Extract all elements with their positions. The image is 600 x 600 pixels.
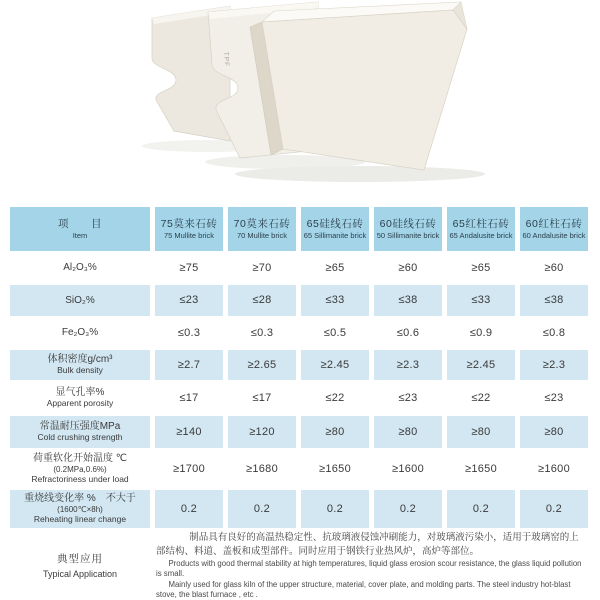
table-cell: ≥1650 xyxy=(464,462,497,475)
table-cell: ≥1700 xyxy=(172,462,205,475)
typical-application-section xyxy=(10,531,588,599)
row-label-en: Refractoriness under load xyxy=(31,474,129,485)
table-cell: ≤22 xyxy=(325,391,345,404)
table-cell: ≥120 xyxy=(228,416,296,448)
row-label-cn: 显气孔率% xyxy=(55,386,105,398)
table-cell: ≤0.3 xyxy=(177,326,201,339)
table-cell: 0.2 xyxy=(301,490,369,528)
application-label-en: Typical Application xyxy=(42,569,118,579)
row-label-cold-crushing xyxy=(10,416,150,448)
header-en: 75 Mullite brick xyxy=(163,230,215,240)
header-cn: 65红柱石砖 xyxy=(452,217,510,230)
header-cn: 60硅线石砖 xyxy=(379,217,437,230)
row-label-cn: Al₂O₃% xyxy=(63,262,97,274)
application-text-en-1: Products with good thermal stability at high temperatures, liquid glass erosion scour resistance, the glass liquid pollution is small. xyxy=(156,559,582,579)
header-en: 60 Andalusite brick xyxy=(522,230,586,240)
header-col-70-mullite xyxy=(228,207,296,251)
row-label-bulk-density xyxy=(10,350,150,380)
table-cell: ≥1650 xyxy=(318,462,351,475)
header-item-cn: 项 目 xyxy=(58,217,102,230)
table-cell: ≤22 xyxy=(471,391,491,404)
header-cn: 60红柱石砖 xyxy=(525,217,583,230)
application-text xyxy=(150,531,588,599)
table-cell: 0.2 xyxy=(447,490,515,528)
spec-table xyxy=(10,207,588,528)
table-cell: ≥1600 xyxy=(537,462,570,475)
row-label-cn: SiO₂% xyxy=(65,294,95,306)
row-label-refractoriness xyxy=(10,451,150,487)
header-col-65-andalusite xyxy=(447,207,515,251)
table-cell: ≤0.9 xyxy=(469,326,493,339)
header-col-60-andalusite xyxy=(520,207,588,251)
header-cn: 70莫来石砖 xyxy=(233,217,291,230)
table-cell: ≤0.3 xyxy=(250,326,274,339)
table-cell: ≥65 xyxy=(471,261,491,274)
header-cn: 65硅线石砖 xyxy=(306,217,364,230)
header-en: 70 Mullite brick xyxy=(236,230,288,240)
row-label-cn: 荷重软化开始温度 ℃ xyxy=(32,452,127,464)
table-cell: ≤38 xyxy=(520,285,588,316)
row-label-cn: 常温耐压强度MPa xyxy=(39,420,121,432)
table-cell: 0.2 xyxy=(228,490,296,528)
row-label-cn: Fe₂O₃% xyxy=(61,327,99,339)
table-cell: ≥75 xyxy=(179,261,199,274)
row-label-en: Reheating linear change xyxy=(33,514,127,525)
table-cell: ≥1680 xyxy=(245,462,278,475)
row-label-al2o3 xyxy=(10,254,150,282)
row-label-en: Bulk density xyxy=(57,365,103,376)
table-cell: ≥80 xyxy=(447,416,515,448)
table-cell: ≥60 xyxy=(398,261,418,274)
table-cell: ≥2.7 xyxy=(155,350,223,380)
row-label-cn: 体积密度g/cm³ xyxy=(47,353,113,365)
application-label xyxy=(10,551,150,579)
application-text-en-2: Mainly used for glass kiln of the upper structure, material, cover plate, and molding parts. The steel industry hot-blast stove, the blast furnace , etc . xyxy=(156,579,571,599)
header-item-en: Item xyxy=(72,230,88,240)
table-cell: ≤28 xyxy=(228,285,296,316)
row-label-fe2o3 xyxy=(10,319,150,347)
table-cell: ≤17 xyxy=(252,391,272,404)
header-col-60-sillimanite xyxy=(374,207,442,251)
table-cell: ≤38 xyxy=(374,285,442,316)
table-cell: ≥65 xyxy=(325,261,345,274)
table-cell: ≤23 xyxy=(544,391,564,404)
header-col-65-sillimanite xyxy=(301,207,369,251)
table-cell: ≥1600 xyxy=(391,462,424,475)
table-cell: 0.2 xyxy=(520,490,588,528)
bricks-photo xyxy=(0,0,600,205)
header-en: 65 Sillimanite brick xyxy=(303,230,367,240)
header-en: 50 Sillimanite brick xyxy=(376,230,440,240)
table-cell: ≤23 xyxy=(398,391,418,404)
row-label-sub: (0.2MPa,0.6%) xyxy=(53,465,107,475)
header-cn: 75莫来石砖 xyxy=(160,217,218,230)
application-text-cn: 制品具有良好的高温热稳定性、抗玻璃液侵蚀冲刷能力，对玻璃液污染小，适用于玻璃窑的上部结构、料道、盖板和成型部件。同时应用于钢铁行业热风炉，高炉等部位。 xyxy=(156,531,579,557)
table-cell: ≤33 xyxy=(301,285,369,316)
header-item xyxy=(10,207,150,251)
row-label-apparent-porosity xyxy=(10,383,150,413)
application-label-cn: 典型应用 xyxy=(57,553,103,565)
header-col-75-mullite xyxy=(155,207,223,251)
brick-front-face xyxy=(262,10,467,170)
row-label-en: Cold crushing strength xyxy=(37,432,123,443)
table-cell: ≥140 xyxy=(155,416,223,448)
table-cell: ≥80 xyxy=(301,416,369,448)
table-cell: ≥80 xyxy=(520,416,588,448)
table-cell: ≥2.45 xyxy=(447,350,515,380)
table-cell: ≤0.5 xyxy=(323,326,347,339)
header-en: 65 Andalusite brick xyxy=(449,230,513,240)
brick-stamp-text: TPF xyxy=(222,51,231,68)
table-cell: ≥60 xyxy=(544,261,564,274)
table-cell: ≤0.8 xyxy=(542,326,566,339)
table-cell: ≥2.45 xyxy=(301,350,369,380)
table-cell: ≥2.65 xyxy=(228,350,296,380)
row-label-en: Apparent porosity xyxy=(46,398,114,409)
table-cell: ≤0.6 xyxy=(396,326,420,339)
row-label-sub: (1600℃×8h) xyxy=(57,505,103,515)
table-cell: ≥2.3 xyxy=(520,350,588,380)
table-cell: ≥2.3 xyxy=(374,350,442,380)
table-cell: ≤17 xyxy=(179,391,199,404)
table-cell: ≥80 xyxy=(374,416,442,448)
row-label-sio2 xyxy=(10,285,150,316)
table-cell: ≤23 xyxy=(155,285,223,316)
table-cell: 0.2 xyxy=(155,490,223,528)
brick-shadow xyxy=(235,166,485,182)
table-cell: 0.2 xyxy=(374,490,442,528)
row-label-reheating xyxy=(10,490,150,528)
row-label-cn: 重烧线变化率 % 不大于 xyxy=(24,492,136,504)
table-cell: ≤33 xyxy=(447,285,515,316)
table-cell: ≥70 xyxy=(252,261,272,274)
